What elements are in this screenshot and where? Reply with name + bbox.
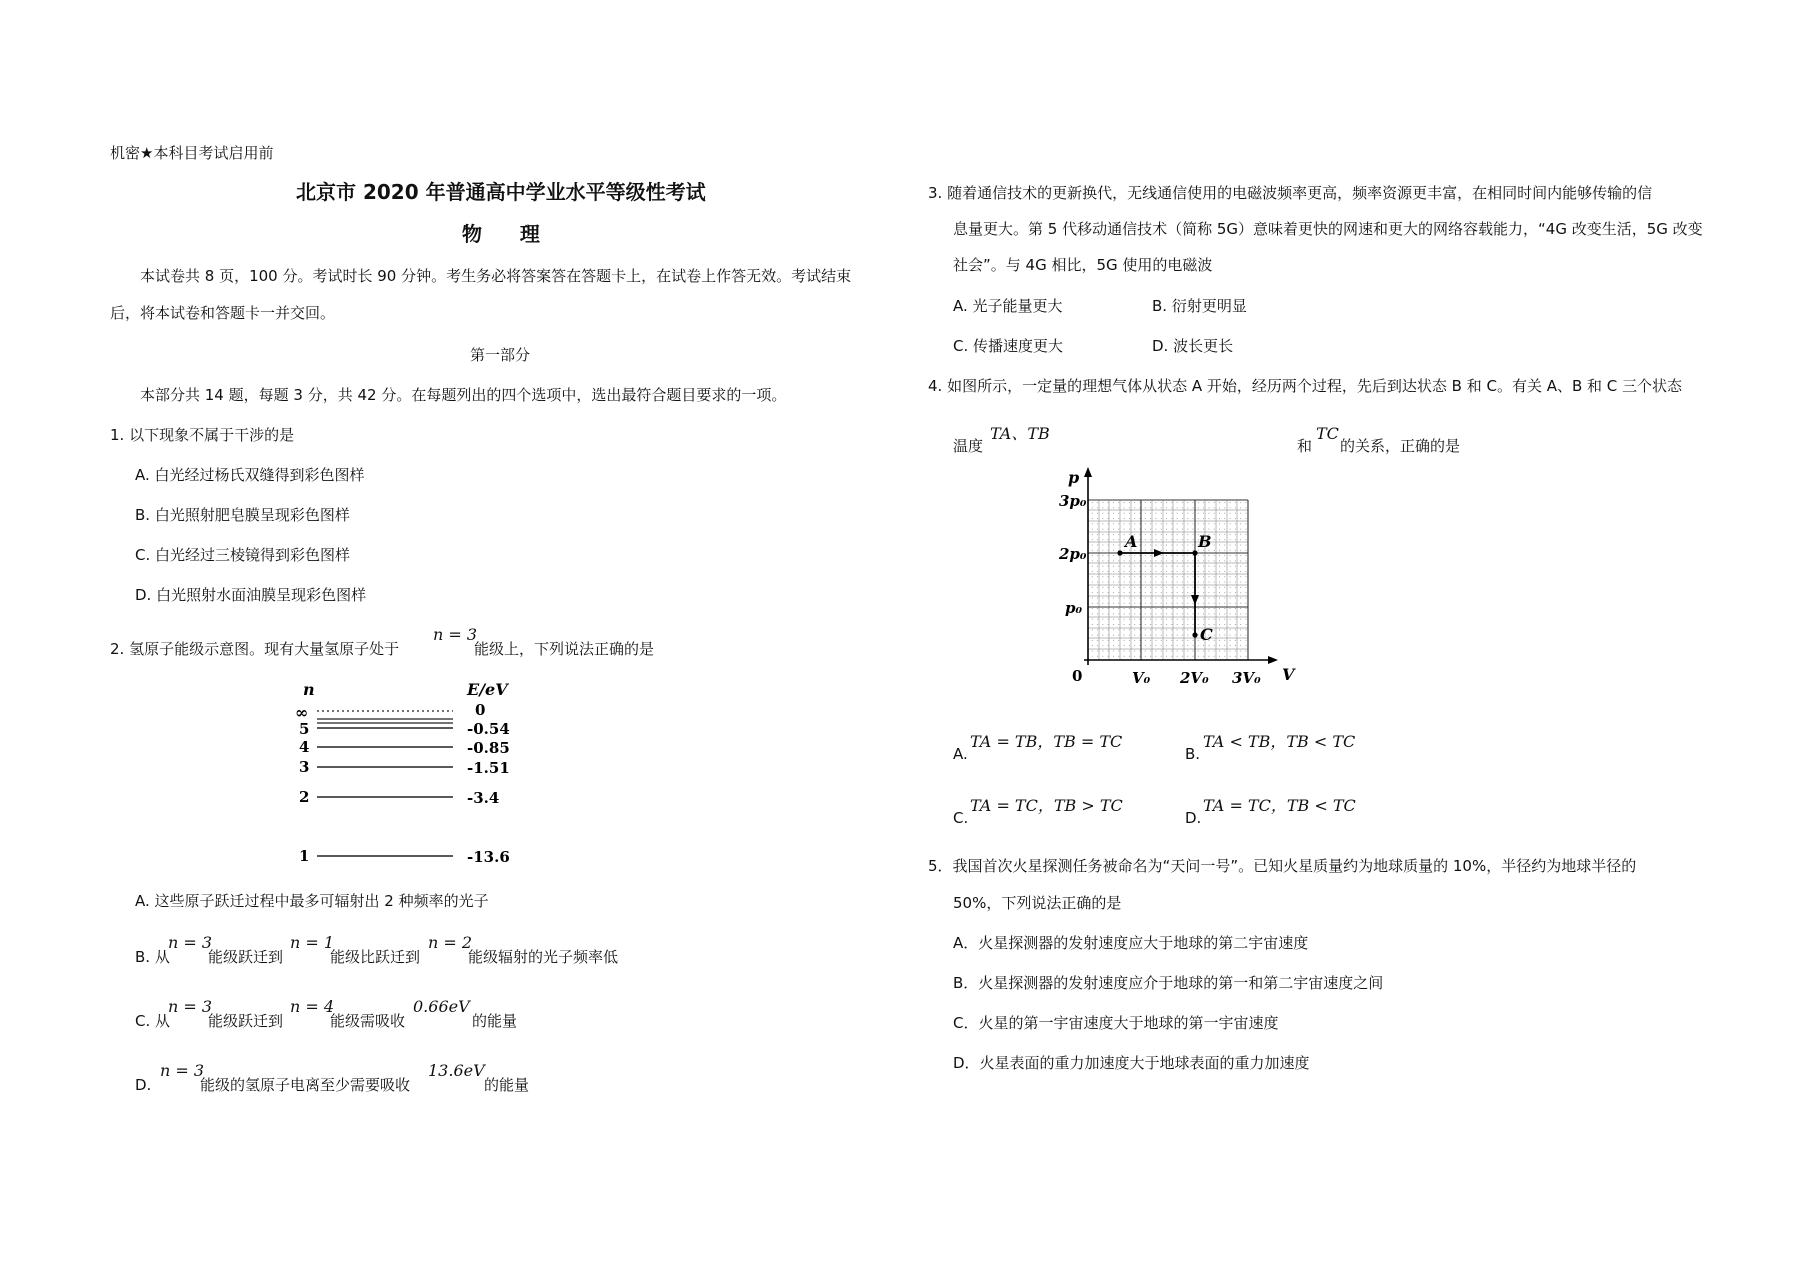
diagram-e-label: E/eV	[467, 680, 508, 699]
point-a	[1117, 550, 1122, 555]
q1-stem: 1. 以下现象不属于干涉的是	[110, 426, 295, 444]
q3-line-3: 社会”。与 4G 相比，5G 使用的电磁波	[953, 256, 1213, 274]
q4-line-1: 4. 如图所示，一定量的理想气体从状态 A 开始，经历两个过程，先后到达状态 B 和 C。有关 A、B 和 C 三个状态	[928, 377, 1683, 395]
point-c-label: C	[1200, 625, 1213, 644]
q5-option-d: D．火星表面的重力加速度大于地球表面的重力加速度	[953, 1054, 1310, 1072]
q1-option-b: B. 白光照射肥皂膜呈现彩色图样	[135, 506, 350, 524]
q2-stem-b: 能级上，下列说法正确的是	[474, 640, 655, 658]
x-tick-2v0: 2V₀	[1180, 669, 1209, 687]
point-b-label: B	[1198, 532, 1212, 551]
point-b	[1192, 550, 1197, 555]
diagram-n-label: n	[303, 680, 315, 699]
intro-line-1: 本试卷共 8 页，100 分。考试时长 90 分钟。考生务必将答案答在答题卡上，在试卷上作答无效。考试结束	[140, 267, 852, 285]
q3-option-d: D. 波长更长	[1152, 337, 1234, 355]
subject-title: 物 理	[462, 222, 542, 246]
x-tick-3v0: 3V₀	[1232, 669, 1261, 687]
energy-level-diagram	[285, 675, 535, 875]
q4-tc: TC	[1316, 424, 1339, 443]
q5-option-b: B．火星探测器的发射速度应介于地球的第一和第二宇宙速度之间	[953, 974, 1384, 992]
x-tick-v0: V₀	[1132, 669, 1151, 687]
level-n-3: 3	[299, 758, 310, 776]
pv-graph	[1059, 465, 1295, 690]
level-e-1: -13.6	[467, 848, 510, 866]
level-e-2: -3.4	[467, 789, 500, 807]
q4-ta-tb: TA、TB	[990, 424, 1050, 443]
point-a-label: A	[1125, 532, 1138, 551]
level-n-4: 4	[299, 738, 310, 756]
part1-heading: 第一部分	[470, 346, 531, 364]
level-e-4: -0.85	[467, 739, 510, 757]
p-axis-label: p	[1068, 468, 1080, 487]
q1-option-c: C. 白光经过三棱镜得到彩色图样	[135, 546, 351, 564]
origin-label: 0	[1072, 667, 1083, 685]
q1-option-a: A. 白光经过杨氏双缝得到彩色图样	[135, 466, 365, 484]
intro-line-2: 后，将本试卷和答题卡一并交回。	[110, 304, 336, 322]
q3-option-b: B. 衍射更明显	[1152, 297, 1247, 315]
q2-option-a: A. 这些原子跃迁过程中最多可辐射出 2 种频率的光子	[135, 892, 489, 910]
q2-stem-a: 2. 氢原子能级示意图。现有大量氢原子处于	[110, 640, 400, 658]
confidential-label: 机密★本科目考试启用前	[110, 144, 274, 162]
q3-line-1: 3. 随着通信技术的更新换代，无线通信使用的电磁波频率更高，频率资源更丰富，在相同时间内能够传输的信	[928, 184, 1653, 202]
y-tick-2p0: 2p₀	[1059, 545, 1087, 563]
level-n-inf: ∞	[295, 703, 309, 722]
q1-option-d: D. 白光照射水面油膜呈现彩色图样	[135, 586, 367, 604]
level-n-5: 5	[299, 720, 310, 738]
q3-option-c: C. 传播速度更大	[953, 337, 1064, 355]
part1-instructions: 本部分共 14 题，每题 3 分，共 42 分。在每题列出的四个选项中，选出最符合题目要求的一项。	[140, 386, 787, 404]
v-axis-label: V	[1282, 665, 1295, 684]
q5-line-2: 50%，下列说法正确的是	[953, 894, 1122, 912]
exam-title: 北京市 2020 年普通高中学业水平等级性考试	[296, 180, 706, 204]
level-n-2: 2	[299, 788, 310, 806]
q5-option-a: A．火星探测器的发射速度应大于地球的第二宇宙速度	[953, 934, 1309, 952]
level-n-1: 1	[299, 847, 310, 865]
q2-stem-n: n = 3	[433, 625, 478, 644]
y-tick-3p0: 3p₀	[1059, 492, 1087, 510]
q3-option-a: A. 光子能量更大	[953, 297, 1063, 315]
level-e-inf: 0	[475, 701, 486, 719]
q3-line-2: 息量更大。第 5 代移动通信技术（简称 5G）意味着更快的网速和更大的网络容载能力，“4G 改变生活，5G 改变	[953, 220, 1703, 238]
q5-line-1: 5．我国首次火星探测任务被命名为“天问一号”。已知火星质量约为地球质量的 10%，半径约为地球半径的	[928, 857, 1637, 875]
q4-line-2-a: 温度	[953, 437, 984, 455]
level-e-3: -1.51	[467, 759, 510, 777]
q5-option-c: C．火星的第一宇宙速度大于地球的第一宇宙速度	[953, 1014, 1279, 1032]
q4-line-2-b: 和	[1297, 437, 1313, 455]
level-e-5: -0.54	[467, 720, 510, 738]
q4-line-2-c: 的关系，正确的是	[1340, 437, 1461, 455]
point-c	[1192, 632, 1197, 637]
y-tick-p0: p₀	[1065, 599, 1083, 617]
